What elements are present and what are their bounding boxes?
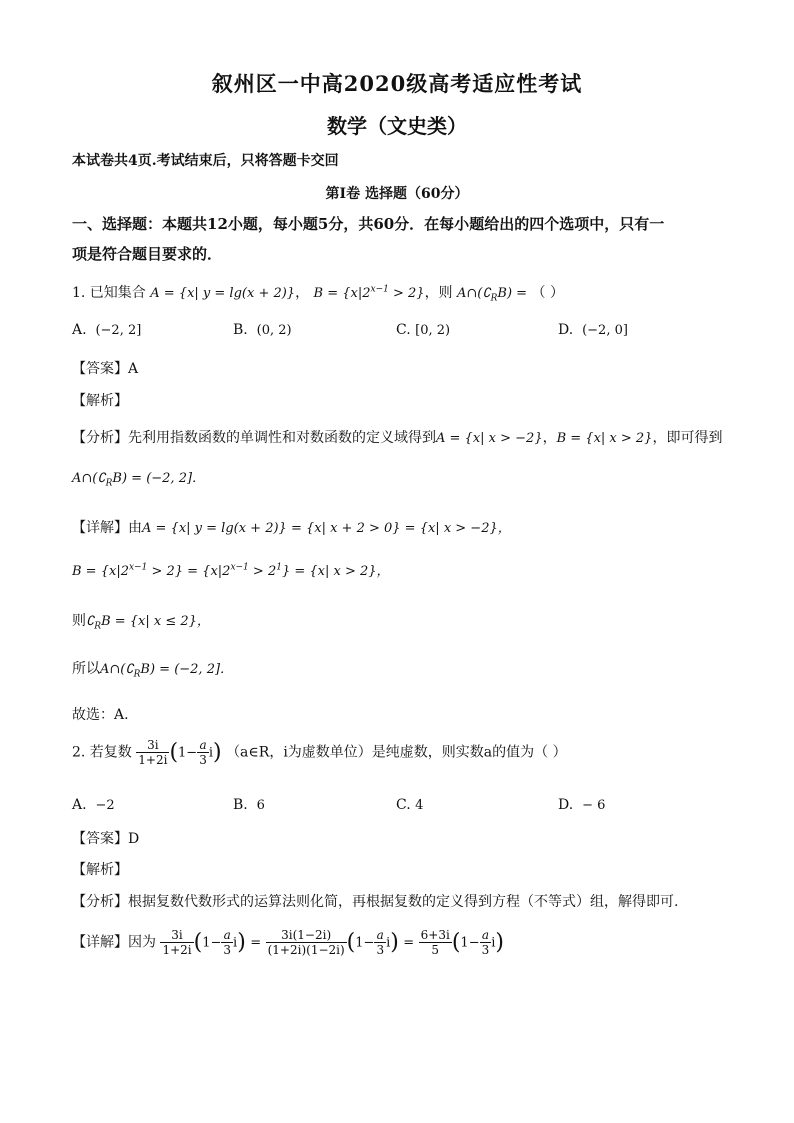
- q2-option-a: A. −2: [72, 797, 115, 813]
- q1-xiangjie-line1: 【详解】由A = {x| y = lg(x + 2)} = {x| x + 2 > 0} = {x| x > −2}，: [72, 520, 511, 536]
- q1-xiangjie-line4: 所以$A\cap(∁_RB) = (-2$, 2]．: [72, 661, 234, 680]
- q1-stem: [72, 282, 564, 304]
- q1-option-a: A. (−2, 2]: [72, 322, 142, 338]
- q1-option-c: C. [0, 2): [396, 322, 451, 338]
- q1-fenxi-result: $A\cap(∁_RB) = (-2$, 2]．: [72, 471, 206, 489]
- q1-option-b: B. (0, 2): [233, 322, 292, 338]
- q1-option-d: D. (−2, 0]: [558, 322, 628, 338]
- q2-stem: 2. 若复数 $\frac{3i}{1+2i}$ (1− $\frac{a}{3}$ i) （a∈R，i为虚数单位）是纯虚数，则实数a的值为（ ）: [72, 738, 567, 767]
- q1-answer: 【答案】A: [72, 361, 139, 377]
- section-title: 第I卷 选择题（60分）: [325, 186, 469, 202]
- section-intro-line2: 项是符合题目要求的．: [72, 245, 223, 263]
- q2-fenxi: 【分析】根据复数代数形式的运算法则化简，再根据复数的定义得到方程（不等式）组，解得即可.: [72, 894, 679, 910]
- q2-answer: 【答案】D: [72, 831, 140, 847]
- q1-fenxi: 【分析】先利用指数函数的单调性和对数函数的定义域得到A = {x| x > −2}，B = {x| x > 2}，即可得到: [72, 430, 723, 446]
- q1-answer-blank: （ ）: [531, 285, 564, 301]
- q1-analysis-label: 【解析】: [72, 393, 128, 409]
- q2-fraction-a3: $\frac{a}{3}$: [199, 738, 207, 767]
- q1-choose: 故选：A.: [72, 707, 129, 723]
- q2-option-c: C. 4: [396, 797, 424, 813]
- exam-subtitle: 数学（文史类）: [327, 114, 467, 138]
- q1-set-a: A = {x| y = lg(x + 2)}: [150, 286, 296, 301]
- q1-then: ，则: [424, 285, 453, 301]
- q1-prefix: 1. 已知集合: [72, 285, 146, 301]
- q1-set-b: $B = \{x|2^{x-1} > 2\}$: [313, 284, 425, 301]
- q1-expression: $A\cap(∁_RB)$ =: [457, 286, 528, 304]
- section-intro-line1: 一、选择题：本题共12小题，每小题5分，共60分．在每小题给出的四个选项中，只有一: [72, 215, 665, 233]
- q2-fraction-3i: $\frac{3i}{1+2i}$: [138, 738, 168, 767]
- exam-notice: 本试卷共4页.考试结束后，只将答题卡交回: [72, 153, 339, 169]
- q1-xiangjie-line3: 则$∁_RB = \{x|$ x ≤ 2}，: [72, 613, 210, 632]
- q2-analysis-label: 【解析】: [72, 862, 128, 878]
- q2-option-b: B. 6: [233, 797, 265, 813]
- q1-xiangjie-line2: $B = \{x|2^{x-1} > 2\} = \{x|2^{x-1} > 2^1\} = \{x|$ x > 2}，: [72, 562, 390, 579]
- q2-option-d: D. − 6: [558, 797, 606, 813]
- q2-xiangjie: 【详解】因为 $\frac{3i}{1+2i}$ (1− $\frac{a}{3}$ i) = $\frac{3i(1-2i)}{(1+2i)(1-2i)}$ (1− $\frac{a}{3}$ i) = $\frac{6+3i}{5}$ (1− $\frac{a}{3}$ i): [72, 928, 504, 957]
- exam-title: 叙州区一中高2020级高考适应性考试: [211, 71, 583, 96]
- q1-sep: ，: [295, 285, 310, 301]
